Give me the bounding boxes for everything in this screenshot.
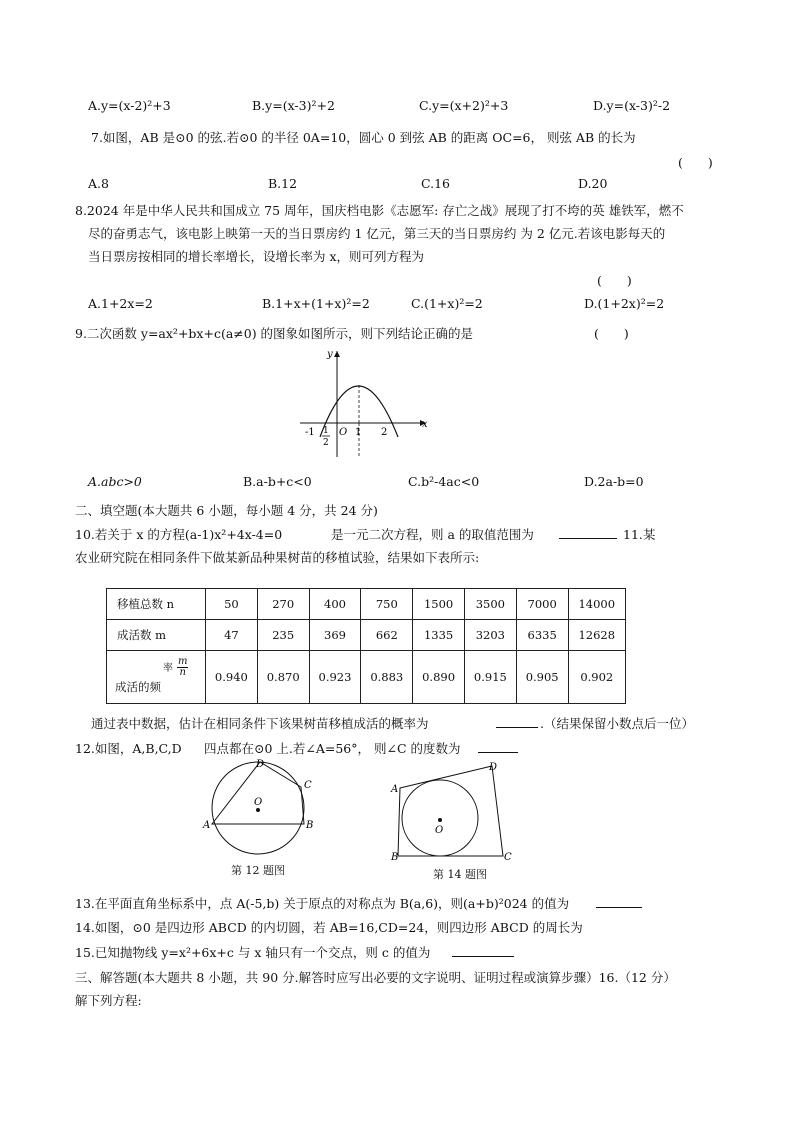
q9-option-d: D.2a-b=0 — [584, 474, 644, 489]
q15-answer-blank[interactable] — [452, 943, 514, 957]
table-cell: 7000 — [516, 589, 568, 620]
q9-option-a: A.abc>0 — [88, 474, 142, 489]
table-cell: 0.923 — [309, 651, 361, 704]
q9-answer-paren: ( ) — [594, 326, 629, 341]
q6-option-a: A.y=(x-2)²+3 — [88, 98, 171, 113]
fraction-numerator: m — [178, 656, 188, 667]
q12-answer-blank[interactable] — [478, 739, 518, 753]
q9-option-b: B.a-b+c<0 — [243, 474, 312, 489]
tick-neg1: -1 — [305, 427, 315, 438]
figure-12 — [200, 758, 325, 858]
q8-option-d: D.(1+2x)²=2 — [584, 296, 665, 311]
x-axis-label: x — [422, 419, 428, 430]
q11-answer-blank[interactable] — [496, 714, 538, 728]
table-cell: 0.905 — [516, 651, 568, 704]
y-axis-label: y — [327, 349, 333, 360]
q7-options — [88, 176, 728, 194]
q9-parabola-graph — [296, 345, 436, 463]
q10-part-2: 是一元二次方程，则 a 的取值范围为 — [331, 527, 534, 542]
figure-14-caption: 第 14 题图 — [433, 868, 487, 881]
q6-option-c: C.y=(x+2)²+3 — [419, 98, 509, 113]
q13-stem: 13.在平面直角坐标系中，点 A(-5,b) 关于原点的对称点为 B(a,6)，则(a+b)²024 的值为 — [75, 896, 570, 911]
q8-option-c: C.(1+x)²=2 — [411, 296, 483, 311]
q12-part-2: 四点都在⊙0 上.若∠A=56°， 则∠C 的度数为 — [204, 741, 461, 756]
table-cell: 400 — [309, 589, 361, 620]
figure-14 — [388, 760, 518, 864]
q6-option-d: D.y=(x-3)²-2 — [593, 98, 671, 113]
transplant-table — [106, 588, 626, 704]
q9-option-c: C.b²-4ac<0 — [408, 474, 480, 489]
table-row-totals — [107, 589, 626, 620]
table-cell: 0.890 — [413, 651, 465, 704]
table-cell: 0.883 — [361, 651, 413, 704]
svg-text:A: A — [391, 784, 399, 795]
rate-label-text: 成活的频 — [115, 680, 161, 694]
table-cell: 3500 — [464, 589, 516, 620]
q11-tail: .（结果保留小数点后一位） — [540, 716, 694, 731]
fraction-denominator: n — [179, 667, 186, 678]
q10-part-1: 10.若关于 x 的方程(a-1)x²+4x-4=0 — [75, 527, 283, 542]
tick-half-den: 2 — [323, 438, 329, 448]
q11-start: 11.某 — [623, 527, 656, 542]
tick-half-num: 1 — [323, 426, 329, 436]
q11-question: 通过表中数据，估计在相同条件下该果树苗移植成活的概率为 — [91, 716, 429, 731]
table-cell: 0.915 — [464, 651, 516, 704]
table-row-label: 移植总数 n — [107, 589, 206, 620]
svg-text:O: O — [254, 797, 263, 808]
q7-option-b: B.12 — [268, 176, 298, 191]
section-2-heading: 二、填空题(本大题共 6 小题，每小题 4 分，共 24 分) — [75, 503, 378, 518]
q8-options — [88, 296, 728, 314]
q7-option-c: C.16 — [421, 176, 450, 191]
table-row-label — [107, 651, 206, 704]
q9-options — [88, 474, 728, 492]
svg-text:A: A — [203, 820, 211, 831]
q9-stem: 9.二次函数 y=ax²+bx+c(a≠0) 的图象如图所示，则下列结论正确的是 — [75, 326, 474, 341]
q7-option-a: A.8 — [88, 176, 109, 191]
table-cell: 270 — [257, 589, 309, 620]
q7-answer-paren: ( ) — [678, 155, 713, 170]
table-cell: 235 — [257, 620, 309, 651]
q11-line-2: 农业研究院在相同条件下做某新品种果树苗的移植试验，结果如下表所示: — [75, 550, 480, 565]
tick-2: 2 — [381, 427, 388, 438]
svg-text:C: C — [504, 852, 512, 863]
table-row-label: 成活数 m — [107, 620, 206, 651]
q15-stem: 15.已知抛物线 y=x²+6x+c 与 x 轴只有一个交点，则 c 的值为 — [75, 945, 431, 960]
q7-stem: 7.如图，AB 是⊙0 的弦.若⊙0 的半径 0A=10，圆心 0 到弦 AB 的距离 OC=6， 则弦 AB 的长为 — [91, 130, 636, 145]
table-cell: 0.902 — [568, 651, 625, 704]
table-cell: 369 — [309, 620, 361, 651]
table-cell: 12628 — [568, 620, 625, 651]
q8-line-2: 尽的奋勇志气，该电影上映第一天的当日票房约 1 亿元，第三天的当日票房约 为 2 亿元.若该电影每天的 — [88, 226, 666, 241]
q14-stem: 14.如图，⊙0 是四边形 ABCD 的内切圆，若 AB=16,CD=24，则四边形 ABCD 的周长为 — [75, 920, 583, 935]
svg-text:C: C — [304, 780, 312, 791]
q8-answer-paren: ( ) — [597, 273, 632, 288]
rate-fraction — [177, 657, 188, 678]
q12-part-1: 12.如图，A,B,C,D — [75, 741, 182, 756]
table-cell: 1335 — [413, 620, 465, 651]
svg-text:D: D — [489, 762, 498, 773]
q7-option-d: D.20 — [578, 176, 608, 191]
tick-1: 1 — [355, 427, 362, 438]
q6-options — [88, 98, 728, 116]
table-cell: 662 — [361, 620, 413, 651]
svg-text:D: D — [256, 759, 265, 770]
q13-answer-blank[interactable] — [596, 894, 642, 908]
table-cell: 6335 — [516, 620, 568, 651]
q8-line-3: 当日票房按相同的增长率增长，设增长率为 x，则可列方程为 — [88, 249, 425, 264]
svg-text:B: B — [391, 852, 399, 863]
svg-text:O: O — [435, 825, 444, 836]
table-row-survived — [107, 620, 626, 651]
table-cell: 0.870 — [257, 651, 309, 704]
table-row-rate — [107, 651, 626, 704]
table-cell: 14000 — [568, 589, 625, 620]
q8-option-b: B.1+x+(1+x)²=2 — [262, 296, 370, 311]
origin-label: O — [339, 427, 348, 438]
table-cell: 0.940 — [206, 651, 258, 704]
table-cell: 750 — [361, 589, 413, 620]
rate-label-suffix: 率 — [163, 663, 173, 674]
section-3-heading: 三、解答题(本大题共 8 小题，共 90 分.解答时应写出必要的文字说明、证明过程或演算步骤）16.（12 分） — [75, 970, 676, 985]
section-3-line-2: 解下列方程: — [75, 993, 142, 1008]
table-cell: 3203 — [464, 620, 516, 651]
q6-option-b: B.y=(x-3)²+2 — [252, 98, 335, 113]
figure-12-caption: 第 12 题图 — [231, 864, 285, 877]
table-cell: 47 — [206, 620, 258, 651]
table-cell: 1500 — [413, 589, 465, 620]
q10-answer-blank[interactable] — [559, 525, 617, 539]
svg-text:B: B — [306, 820, 314, 831]
table-cell: 50 — [206, 589, 258, 620]
q8-option-a: A.1+2x=2 — [88, 296, 153, 311]
q8-line-1: 8.2024 年是中华人民共和国成立 75 周年，国庆档电影《志愿军: 存亡之战》展现了打不垮的英 雄铁军，燃不 — [75, 203, 684, 218]
